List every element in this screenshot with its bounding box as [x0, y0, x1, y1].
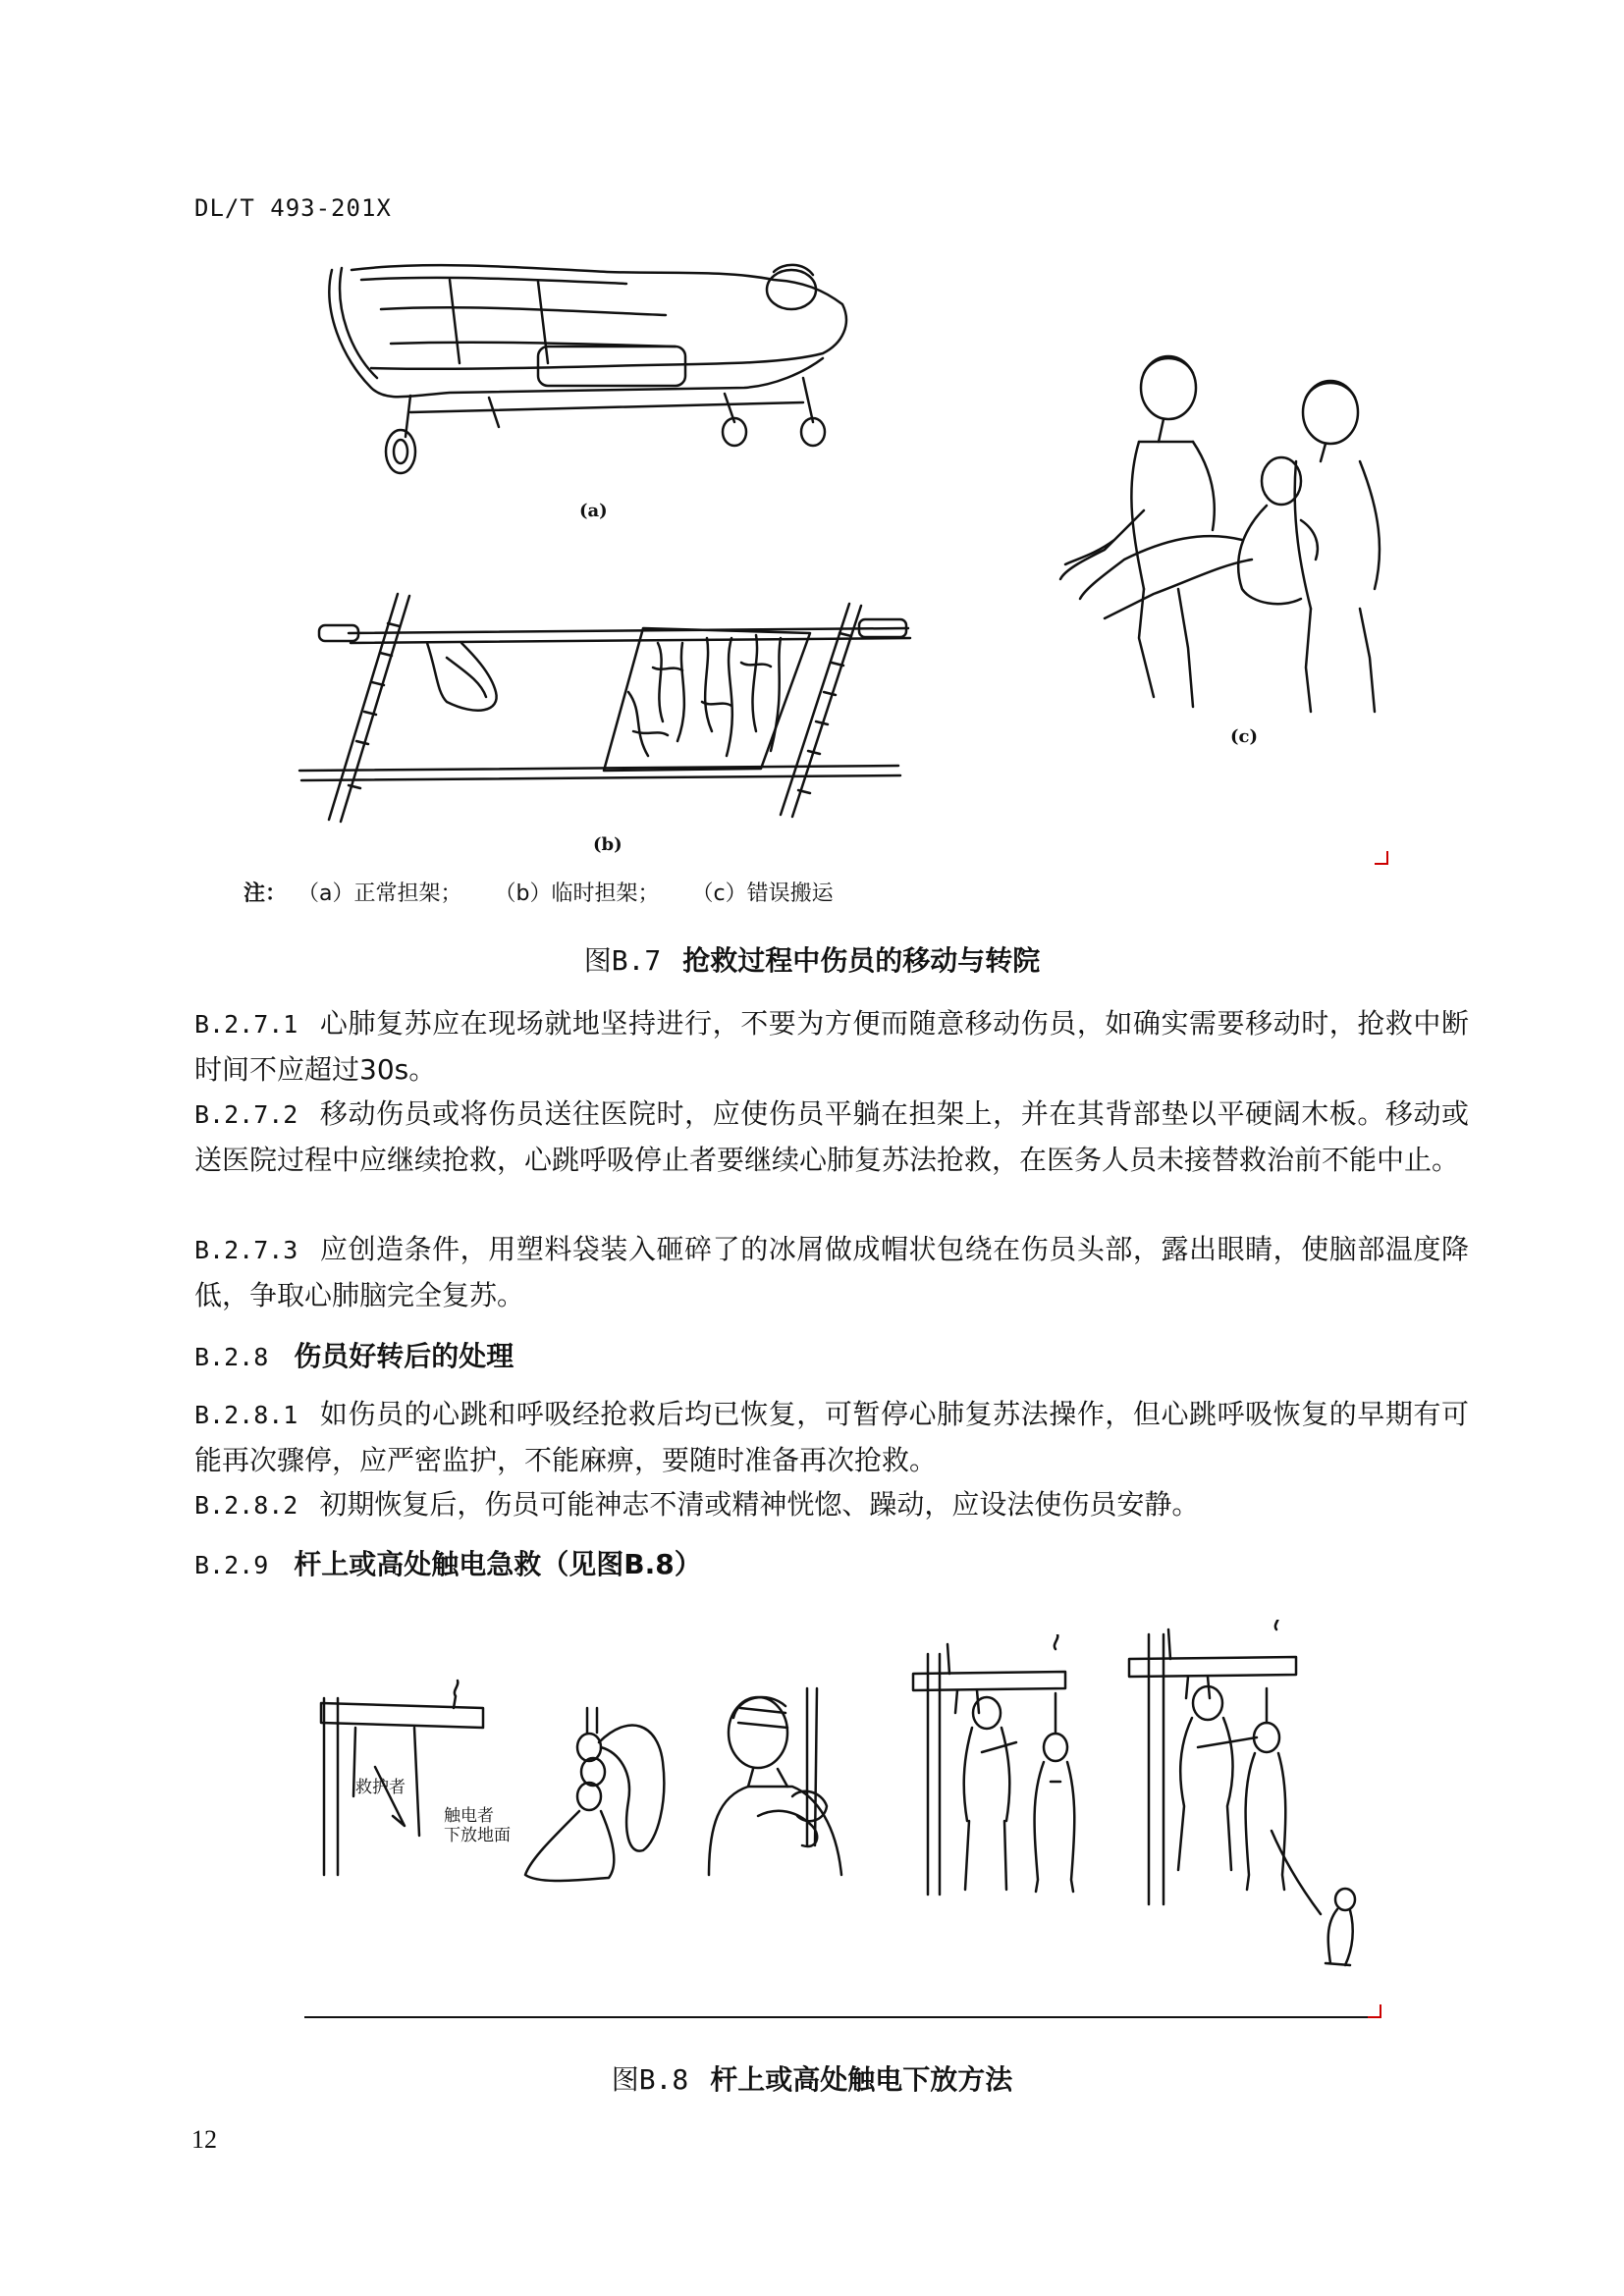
paragraph-b282 [194, 1482, 1469, 1528]
paragraph-number: B.2.7.1 [194, 1010, 298, 1039]
figure-b7b-improvised-stretcher [290, 584, 918, 829]
note-item-c: （c）错误搬运 [691, 881, 834, 906]
paragraph-number: B.2.7.2 [194, 1100, 298, 1129]
figure-b8-caption [0, 2058, 1624, 2098]
revision-mark [1375, 851, 1388, 865]
section-heading-b28 [194, 1335, 514, 1374]
figure-b7c-incorrect-carry [1046, 344, 1399, 721]
figure-b8-title: 杆上或高处触电下放方法 [710, 2063, 1013, 2096]
figure-b8-panel-rope-tie [699, 1679, 876, 1885]
section-number: B.2.9 [194, 1551, 269, 1579]
paragraph-text: 初期恢复后，伤员可能神志不清或精神恍惚、躁动，应设法使伤员安静。 [319, 1488, 1200, 1521]
paragraph-number: B.2.7.3 [194, 1236, 298, 1264]
label-victim-line1: 触电者 [444, 1806, 494, 1825]
figure-b7-number: 图B.7 [583, 944, 662, 977]
paragraph-text: 移动伤员或将伤员送往医院时，应使伤员平躺在担架上，并在其背部垫以平硬阔木板。移动或送医院过程中应继续抢救，心跳呼吸停止者要继续心肺复苏法抢救，在医务人员未接替救治前不能中止。 [194, 1097, 1469, 1176]
section-title: 杆上或高处触电急救（见图B.8） [294, 1548, 702, 1580]
note-item-b: （b）临时担架； [494, 881, 660, 906]
paragraph-b273 [194, 1227, 1469, 1318]
figure-b7b-label: (b) [593, 834, 623, 855]
paragraph-text: 心肺复苏应在现场就地坚持进行，不要为方便而随意移动伤员，如确实需要移动时，抢救中断时间不应超过30s。 [194, 1007, 1469, 1086]
figure-b7-title: 抢救过程中伤员的移动与转院 [682, 944, 1041, 977]
revision-mark [1368, 2004, 1381, 2018]
paragraph-b271 [194, 1001, 1469, 1093]
label-victim [444, 1806, 511, 1845]
paragraph-number: B.2.8.2 [194, 1491, 298, 1520]
label-rescuer: 救护者 [355, 1778, 406, 1796]
document-code: DL/T 493-201X [194, 194, 392, 222]
label-victim-line2: 下放地面 [444, 1826, 511, 1844]
paragraph-number: B.2.8.1 [194, 1401, 298, 1429]
figure-b7c-label: (c) [1230, 726, 1258, 747]
note-label: 注： [244, 881, 288, 906]
paragraph-text: 应创造条件，用塑料袋装入砸碎了的冰屑做成帽状包绕在伤员头部，露出眼睛，使脑部温度降低，争取心肺脑完全复苏。 [194, 1233, 1469, 1311]
figure-b8-panel-rope-knot [520, 1703, 687, 1890]
page-number: 12 [191, 2125, 217, 2154]
section-heading-b29 [194, 1543, 702, 1582]
section-title: 伤员好转后的处理 [294, 1340, 514, 1372]
figure-b7a-normal-stretcher [312, 250, 862, 491]
paragraph-text: 如伤员的心跳和呼吸经抢救后均已恢复，可暂停心肺复苏法操作，但心跳呼吸恢复的早期有可能再次骤停，应严密监护，不能麻痹，要随时准备再次抢救。 [194, 1398, 1469, 1476]
figure-b8-panel-lowering-1 [908, 1634, 1095, 1899]
figure-b8-baseline [304, 2016, 1371, 2018]
section-number: B.2.8 [194, 1343, 269, 1371]
figure-b7a-label: (a) [579, 501, 608, 521]
figure-b8-panel-lowering-2 [1110, 1620, 1375, 1973]
figure-b7-caption [0, 939, 1624, 979]
note-item-a: （a）正常担架； [298, 881, 462, 906]
figure-b7-note [244, 877, 859, 907]
figure-b8-number: 图B.8 [611, 2063, 689, 2096]
paragraph-b272 [194, 1092, 1469, 1183]
paragraph-b281 [194, 1392, 1469, 1483]
